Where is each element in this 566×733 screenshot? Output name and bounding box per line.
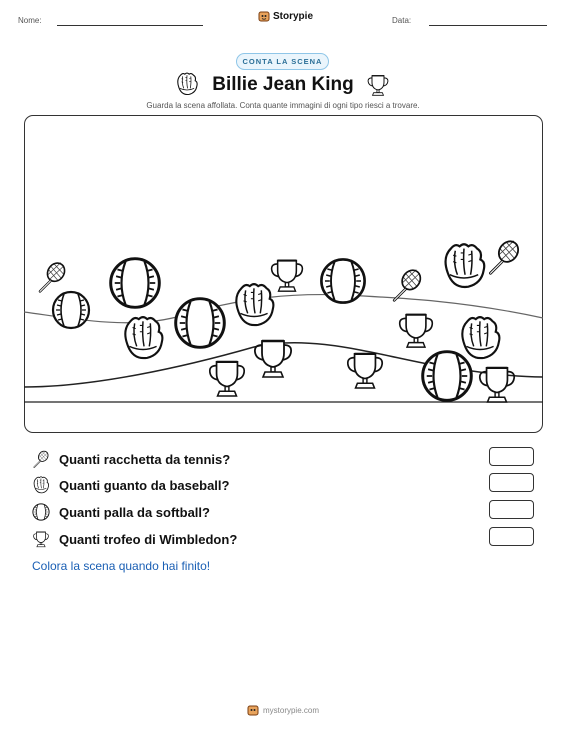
- baseball-glove-icon: [462, 317, 499, 358]
- brand-logo: [258, 10, 313, 22]
- softball-icon: [110, 258, 159, 307]
- tennis-racket-icon: [490, 237, 522, 273]
- counting-scene: [24, 115, 543, 433]
- trophy-icon: [32, 530, 50, 548]
- footer-url: mystorypie.com: [262, 705, 319, 715]
- softball-icon: [422, 351, 471, 400]
- footer: [0, 704, 566, 716]
- answer-box[interactable]: [489, 473, 534, 492]
- storypie-mascot-icon: [258, 10, 270, 22]
- baseball-glove-icon: [125, 317, 162, 358]
- question-text: Quanti racchetta da tennis?: [59, 452, 231, 467]
- baseball-glove-icon: [32, 476, 50, 494]
- tennis-racket-icon: [32, 450, 50, 468]
- baseball-glove-icon: [236, 284, 273, 325]
- storypie-mascot-icon: [247, 704, 259, 716]
- baseball-glove-icon: [445, 244, 484, 287]
- question-row: [32, 450, 536, 470]
- page-title: Billie Jean King: [212, 74, 354, 95]
- trophy-icon: [399, 314, 432, 346]
- name-field[interactable]: [57, 25, 203, 26]
- question-text: Quanti guanto da baseball?: [59, 478, 230, 493]
- date-label: Data:: [392, 16, 412, 25]
- softball-icon: [32, 503, 50, 521]
- question-row: [32, 530, 536, 550]
- trophy-icon: [209, 361, 243, 395]
- question-row: [32, 503, 536, 523]
- tennis-racket-icon: [394, 266, 424, 300]
- answer-box[interactable]: [489, 447, 534, 466]
- trophy-icon: [347, 353, 381, 387]
- softball-icon: [321, 259, 364, 302]
- question-text: Quanti palla da softball?: [59, 505, 210, 520]
- tennis-racket-icon: [40, 259, 68, 291]
- softball-icon: [175, 298, 224, 347]
- softball-icon: [53, 292, 89, 328]
- brand-name: Storypie: [273, 10, 314, 22]
- scene-illustration: [24, 115, 543, 433]
- name-label: Nome:: [18, 16, 42, 25]
- trophy-icon: [271, 260, 302, 291]
- date-field[interactable]: [429, 25, 547, 26]
- question-text: Quanti trofeo di Wimbledon?: [59, 532, 238, 547]
- instructions: Guarda la scena affollata. Conta quante immagini di ogni tipo riesci a trovare.: [146, 101, 420, 110]
- question-row: [32, 476, 536, 496]
- answer-box[interactable]: [489, 500, 534, 519]
- answer-box[interactable]: [489, 527, 534, 546]
- coloring-instruction: Colora la scena quando hai finito!: [32, 559, 211, 573]
- trophy-icon: [367, 73, 389, 97]
- activity-badge: CONTA LA SCENA: [236, 53, 329, 70]
